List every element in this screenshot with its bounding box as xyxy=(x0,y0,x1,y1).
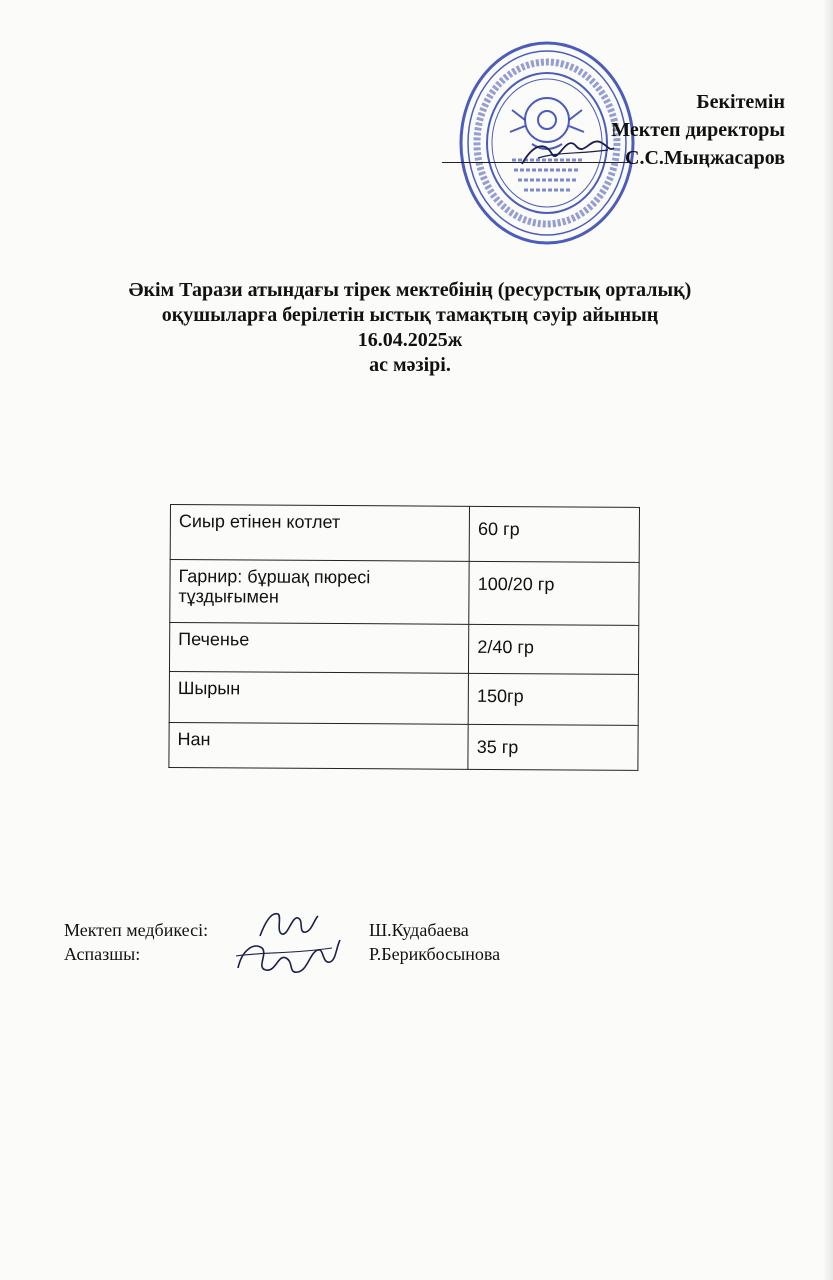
menu-table xyxy=(168,504,640,771)
document-heading xyxy=(60,278,760,378)
table-row xyxy=(170,505,639,563)
page-edge-shadow xyxy=(823,0,833,1280)
amount-cell: 150гр xyxy=(468,673,638,725)
director-name: С.С.Мыңжасаров xyxy=(625,147,785,169)
table-row xyxy=(169,623,638,675)
dish-cell: Сиыр етінен котлет xyxy=(170,505,470,562)
amount-cell: 2/40 гр xyxy=(469,624,639,674)
table-row xyxy=(170,560,639,626)
heading-line-4: ас мәзірі. xyxy=(369,354,451,376)
nurse-role: Мектеп медбикесі: xyxy=(64,920,209,940)
heading-date: 16.04.2025ж xyxy=(357,329,463,351)
dish-cell: Нан xyxy=(169,722,468,769)
cook-name: Р.Берикбосынова xyxy=(369,944,501,964)
heading-line-2: оқушыларға берілетін ыстық тамақтың сәуір айының xyxy=(161,304,659,326)
dish-cell: Печенье xyxy=(169,623,469,674)
amount-cell: 60 гр xyxy=(469,506,639,562)
dish-cell: Гарнир: бұршақ пюресі тұздығымен xyxy=(170,560,470,625)
director-position: Мектеп директоры xyxy=(611,119,785,141)
approval-title: Бекітемін xyxy=(696,91,785,113)
dish-cell: Шырын xyxy=(169,671,469,724)
approval-block xyxy=(611,88,785,172)
cook-role: Аспазшы: xyxy=(64,944,141,964)
nurse-name: Ш.Кудабаева xyxy=(369,920,469,940)
table-row xyxy=(169,671,638,725)
heading-line-1: Әкім Тарази атындағы тірек мектебінің (ресурстық орталық) xyxy=(128,279,692,301)
cook-signature xyxy=(232,934,342,984)
amount-cell: 100/20 гр xyxy=(469,561,639,625)
director-signature xyxy=(518,124,618,174)
amount-cell: 35 гр xyxy=(468,724,638,770)
table-row xyxy=(169,722,638,770)
